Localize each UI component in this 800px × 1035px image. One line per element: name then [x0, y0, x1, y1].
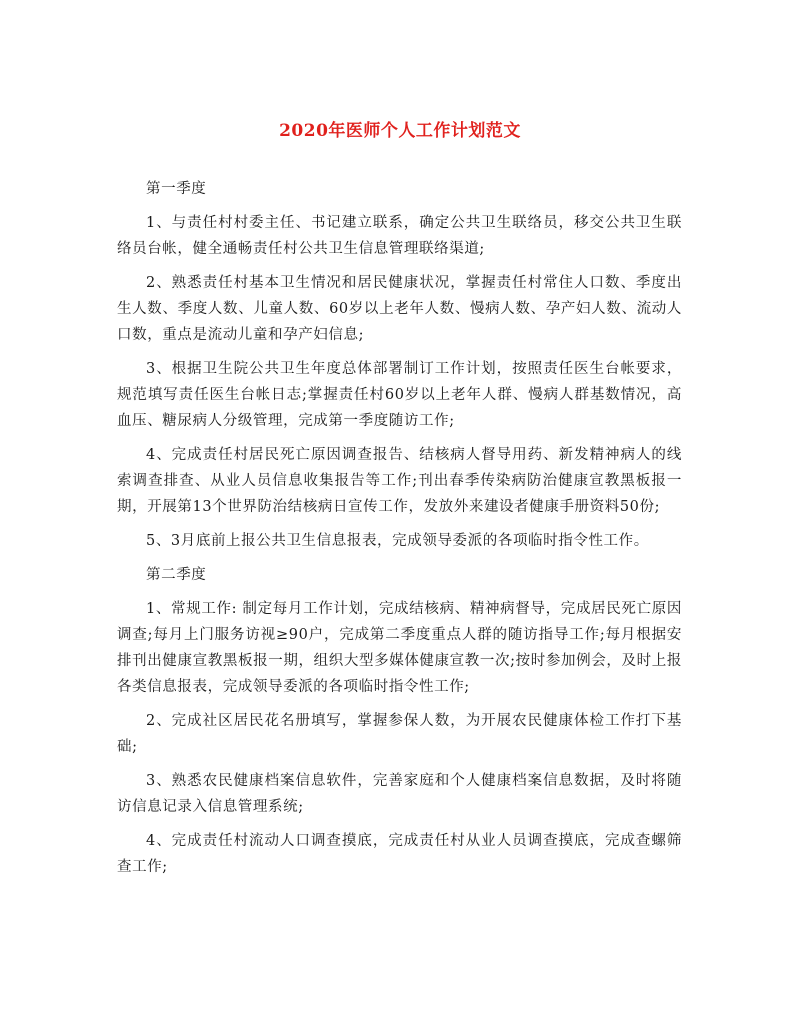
paragraph: 3、根据卫生院公共卫生年度总体部署制订工作计划，按照责任医生台帐要求，规范填写责任医生台帐日志;掌握责任村60岁以上老年人群、慢病人群基数情况，高血压、糖尿病人分级管理，完成第一季度随访工作; — [117, 361, 682, 429]
paragraph: 3、熟悉农民健康档案信息软件，完善家庭和个人健康档案信息数据，及时将随访信息记录入信息管理系统; — [117, 773, 682, 815]
paragraph: 2、熟悉责任村基本卫生情况和居民健康状况，掌握责任村常住人口数、季度出生人数、季度人数、儿童人数、60岁以上老年人数、慢病人数、孕产妇人数、流动人口数，重点是流动儿童和孕产妇信息; — [117, 275, 682, 343]
document-title: 2020年医师个人工作计划范文 — [279, 121, 521, 141]
paragraph: 1、与责任村村委主任、书记建立联系，确定公共卫生联络员，移交公共卫生联络员台帐，健全通畅责任村公共卫生信息管理联络渠道; — [117, 215, 682, 257]
paragraph: 5、3月底前上报公共卫生信息报表，完成领导委派的各项临时指令性工作。 — [146, 533, 649, 549]
section-heading-q2: 第二季度 — [146, 567, 207, 583]
paragraph: 1、常规工作: 制定每月工作计划，完成结核病、精神病督导，完成居民死亡原因调查;每月上门服务访视≥90户，完成第二季度重点人群的随访指导工作;每月根据安排刊出健康宣教黑板报一期，组织大型多媒体健康宣教一次;按时参加例会，及时上报各类信息报表，完成领导委派的各项临时指令性工作; — [117, 601, 682, 695]
paragraph: 2、完成社区居民花名册填写，掌握参保人数，为开展农民健康体检工作打下基础; — [117, 713, 682, 755]
paragraph: 4、完成责任村居民死亡原因调查报告、结核病人督导用药、新发精神病人的线索调查排查、从业人员信息收集报告等工作;刊出春季传染病防治健康宣教黑板报一期，开展第13个世界防治结核病日宣传工作，发放外来建设者健康手册资料50份; — [117, 447, 682, 515]
section-heading-q1: 第一季度 — [146, 181, 207, 197]
document-body — [117, 176, 682, 888]
paragraph: 4、完成责任村流动人口调查摸底，完成责任村从业人员调查摸底，完成查螺筛查工作; — [117, 833, 682, 875]
